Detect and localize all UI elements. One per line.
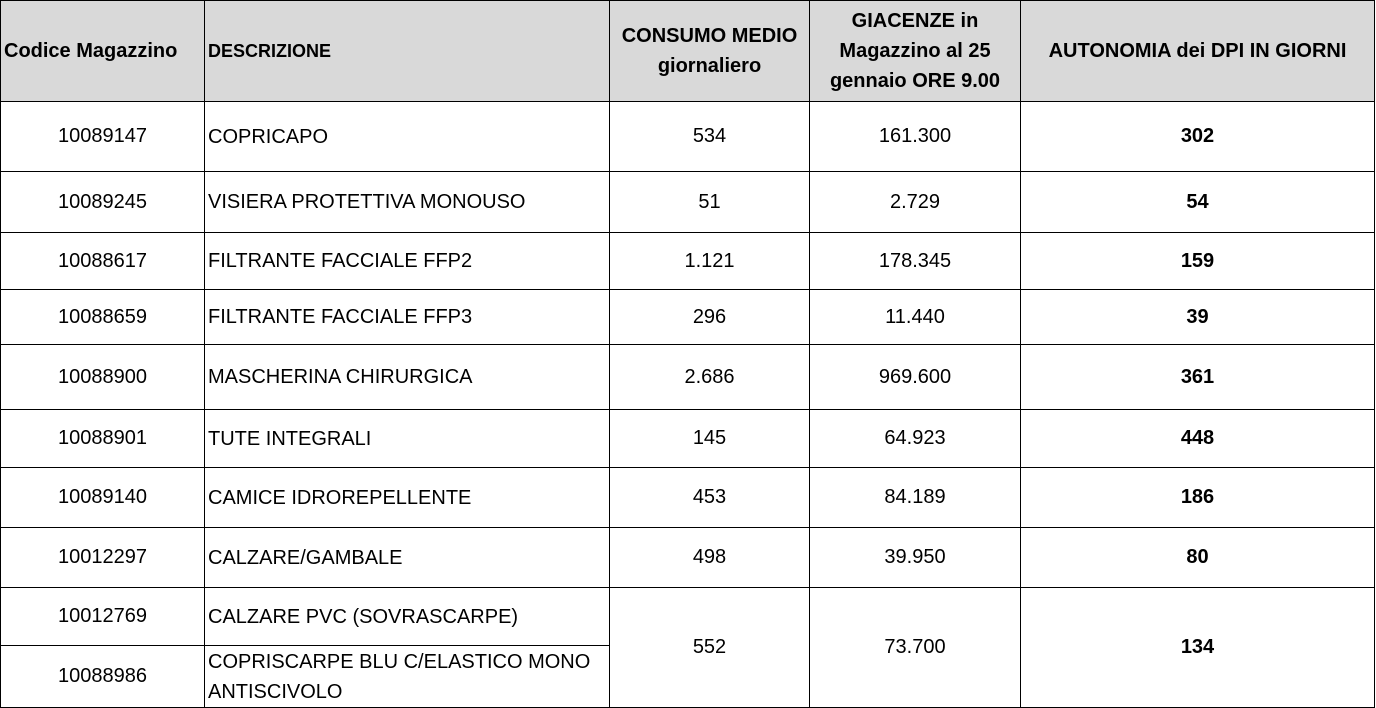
cell-autonomia: 448 — [1021, 410, 1375, 468]
cell-giacenze: 39.950 — [810, 528, 1021, 588]
cell-descrizione: CAMICE IDROREPELLENTE — [205, 468, 610, 528]
cell-descrizione-line1: COPRISCARPE BLU C/ELASTICO MONO — [208, 650, 591, 673]
cell-codice: 10089147 — [1, 102, 205, 172]
cell-giacenze: 969.600 — [810, 345, 1021, 410]
cell-consumo: 2.686 — [610, 345, 810, 410]
cell-descrizione: CALZARE PVC (SOVRASCARPE) — [205, 588, 610, 646]
cell-consumo: 534 — [610, 102, 810, 172]
header-descrizione: DESCRIZIONE — [205, 1, 610, 102]
cell-consumo: 1.121 — [610, 233, 810, 290]
cell-giacenze: 11.440 — [810, 290, 1021, 345]
cell-codice: 10012297 — [1, 528, 205, 588]
table-row — [1, 588, 1375, 646]
cell-descrizione: CALZARE/GAMBALE — [205, 528, 610, 588]
cell-autonomia: 302 — [1021, 102, 1375, 172]
header-giacenze — [810, 1, 1021, 102]
table-row — [1, 172, 1375, 233]
table-row — [1, 528, 1375, 588]
header-row — [1, 1, 1375, 102]
table-row — [1, 468, 1375, 528]
cell-descrizione: COPRICAPO — [205, 102, 610, 172]
cell-giacenze: 84.189 — [810, 468, 1021, 528]
cell-consumo-merged: 552 — [610, 588, 810, 708]
cell-descrizione: MASCHERINA CHIRURGICA — [205, 345, 610, 410]
cell-autonomia: 159 — [1021, 233, 1375, 290]
cell-autonomia: 54 — [1021, 172, 1375, 233]
cell-giacenze-merged: 73.700 — [810, 588, 1021, 708]
header-giacenze-line2: Magazzino al 25 — [839, 40, 991, 62]
table-row — [1, 233, 1375, 290]
cell-codice: 10088659 — [1, 290, 205, 345]
cell-codice: 10088617 — [1, 233, 205, 290]
cell-giacenze: 161.300 — [810, 102, 1021, 172]
cell-autonomia: 39 — [1021, 290, 1375, 345]
cell-codice: 10088986 — [1, 646, 205, 708]
cell-consumo: 453 — [610, 468, 810, 528]
cell-consumo: 145 — [610, 410, 810, 468]
table-row — [1, 102, 1375, 172]
table-row — [1, 345, 1375, 410]
cell-codice: 10088900 — [1, 345, 205, 410]
cell-codice: 10089245 — [1, 172, 205, 233]
cell-giacenze: 2.729 — [810, 172, 1021, 233]
header-giacenze-line3: gennaio ORE 9.00 — [829, 70, 1001, 92]
cell-descrizione-line2: ANTISCIVOLO — [208, 680, 343, 703]
cell-codice: 10088901 — [1, 410, 205, 468]
header-codice: Codice Magazzino — [1, 1, 205, 102]
cell-consumo: 498 — [610, 528, 810, 588]
cell-consumo: 51 — [610, 172, 810, 233]
cell-autonomia: 186 — [1021, 468, 1375, 528]
header-consumo-line1: CONSUMO MEDIO — [621, 25, 798, 47]
cell-autonomia-merged: 134 — [1021, 588, 1375, 708]
cell-autonomia: 361 — [1021, 345, 1375, 410]
cell-codice: 10012769 — [1, 588, 205, 646]
cell-giacenze: 178.345 — [810, 233, 1021, 290]
cell-descrizione: VISIERA PROTETTIVA MONOUSO — [205, 172, 610, 233]
table-row — [1, 410, 1375, 468]
cell-descrizione — [205, 646, 610, 708]
cell-descrizione: FILTRANTE FACCIALE FFP3 — [205, 290, 610, 345]
header-consumo-line2: giornaliero — [657, 55, 762, 77]
cell-descrizione: FILTRANTE FACCIALE FFP2 — [205, 233, 610, 290]
header-autonomia: AUTONOMIA dei DPI IN GIORNI — [1021, 1, 1375, 102]
cell-descrizione: TUTE INTEGRALI — [205, 410, 610, 468]
table-row — [1, 290, 1375, 345]
cell-giacenze: 64.923 — [810, 410, 1021, 468]
cell-consumo: 296 — [610, 290, 810, 345]
cell-autonomia: 80 — [1021, 528, 1375, 588]
header-giacenze-line1: GIACENZE in — [851, 10, 979, 32]
header-consumo — [610, 1, 810, 102]
cell-codice: 10089140 — [1, 468, 205, 528]
